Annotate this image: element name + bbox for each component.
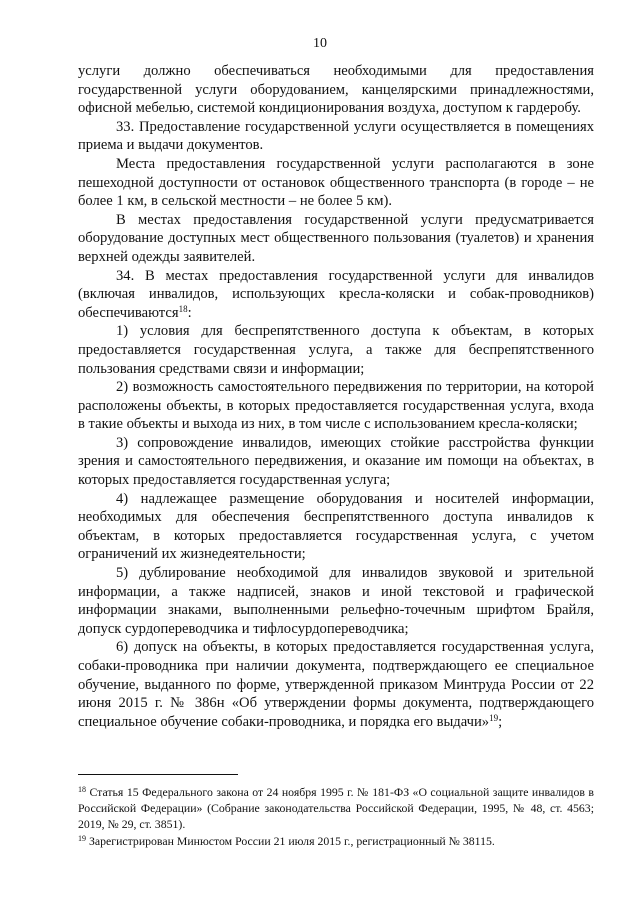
paragraph-punctuation: : [187, 304, 192, 321]
paragraph [78, 155, 594, 211]
paragraph-punctuation: ; [498, 713, 503, 730]
footnote-text: Зарегистрирован Минюстом России 21 июля 2015 г., регистрационный № 38115. [86, 833, 495, 848]
footnote [78, 833, 594, 849]
paragraph [78, 434, 594, 490]
paragraph-text: 5) дублирование необходимой для инвалидов звуковой и зрительной информации, а также надписей, знаков и иной текстовой и графической информации знаками, выполненными рельефно-точечным шрифтом Брайля, допуск сурдопереводчика и тифлосурдопереводчика; [78, 565, 594, 637]
paragraph-text: услуги должно обеспечиваться необходимыми для предоставления государственной услуги оборудованием, канцелярскими принадлежностями, офисной мебелью, системой кондиционирования воздуха, доступом к гардеробу. [78, 63, 594, 117]
body-text [78, 62, 594, 731]
paragraph [78, 638, 594, 731]
paragraph [78, 267, 594, 323]
page-number: 10 [313, 36, 327, 51]
paragraph-text: Места предоставления государственной услуги располагаются в зоне пешеходной доступности от остановок общественного транспорта (в городе – не более 1 км, в сельской местности – не более 5 км). [78, 155, 594, 210]
paragraph [78, 62, 594, 118]
footnote-number: 19 [78, 833, 86, 843]
footnote [78, 784, 594, 833]
paragraph-text: В местах предоставления государственной услуги предусматривается оборудование доступных мест общественного пользования (туалетов) и хранения верхней одежды заявителей. [78, 211, 594, 265]
paragraph-text: 34. В местах предоставления государственной услуги для инвалидов (включая инвалидов, использующих кресла-коляски и собак-проводников) обеспечиваются [78, 267, 594, 321]
footnote-reference: 19 [489, 712, 499, 723]
paragraph-text: 33. Предоставление государственной услуги осуществляется в помещениях приема и выдачи документов. [78, 118, 594, 154]
footnote-text: Статья 15 Федерального закона от 24 ноября 1995 г. № 181-ФЗ «О социальной защите инвалидов в Российской Федерации» (Собрание законодательства Российской Федерации, 1995, № 48, ст. 4563; 2019, № 29, ст. 3851). [78, 785, 594, 832]
paragraph [78, 322, 594, 378]
paragraph-text: 4) надлежащее размещение оборудования и носителей информации, необходимых для обеспечения беспрепятственного доступа инвалидов к объектам, в которых предоставляется государственная услуга, с учетом ограничений их жизнедеятельности; [78, 490, 594, 563]
paragraph [78, 211, 594, 267]
paragraph [78, 118, 594, 155]
paragraph [78, 490, 594, 564]
paragraph-text: 2) возможность самостоятельного передвижения по территории, на которой расположены объекты, в которых предоставляется государственная услуга, входа в такие объекты и выхода из них, в том числе с использованием кресла-коляски; [78, 379, 594, 433]
paragraph-text: 1) условия для беспрепятственного доступа к объектам, в которых предоставляется государственная услуга, а также для беспрепятственного пользования средствами связи и информации; [78, 323, 594, 377]
paragraph [78, 564, 594, 638]
paragraph [78, 378, 594, 434]
footnote-divider [78, 774, 238, 775]
footnote-number: 18 [78, 785, 86, 794]
paragraph-text: 6) допуск на объекты, в которых предоставляется государственная услуга, собаки-проводника при наличии документа, подтверждающего ее специальное обучение, выданного по форме, утвержденной приказом Минтруда России от 22 июня 2015 г. № 386н «Об утверждении формы документа, подтверждающего специальное обучение собаки-проводника, и порядка его выдачи» [78, 639, 594, 730]
footnotes [78, 784, 594, 849]
footnote-reference: 18 [178, 303, 188, 314]
paragraph-text: 3) сопровождение инвалидов, имеющих стойкие расстройства функции зрения и самостоятельного передвижения, и оказание им помощи на объектах, в которых предоставляется государственная услуга; [78, 434, 594, 489]
